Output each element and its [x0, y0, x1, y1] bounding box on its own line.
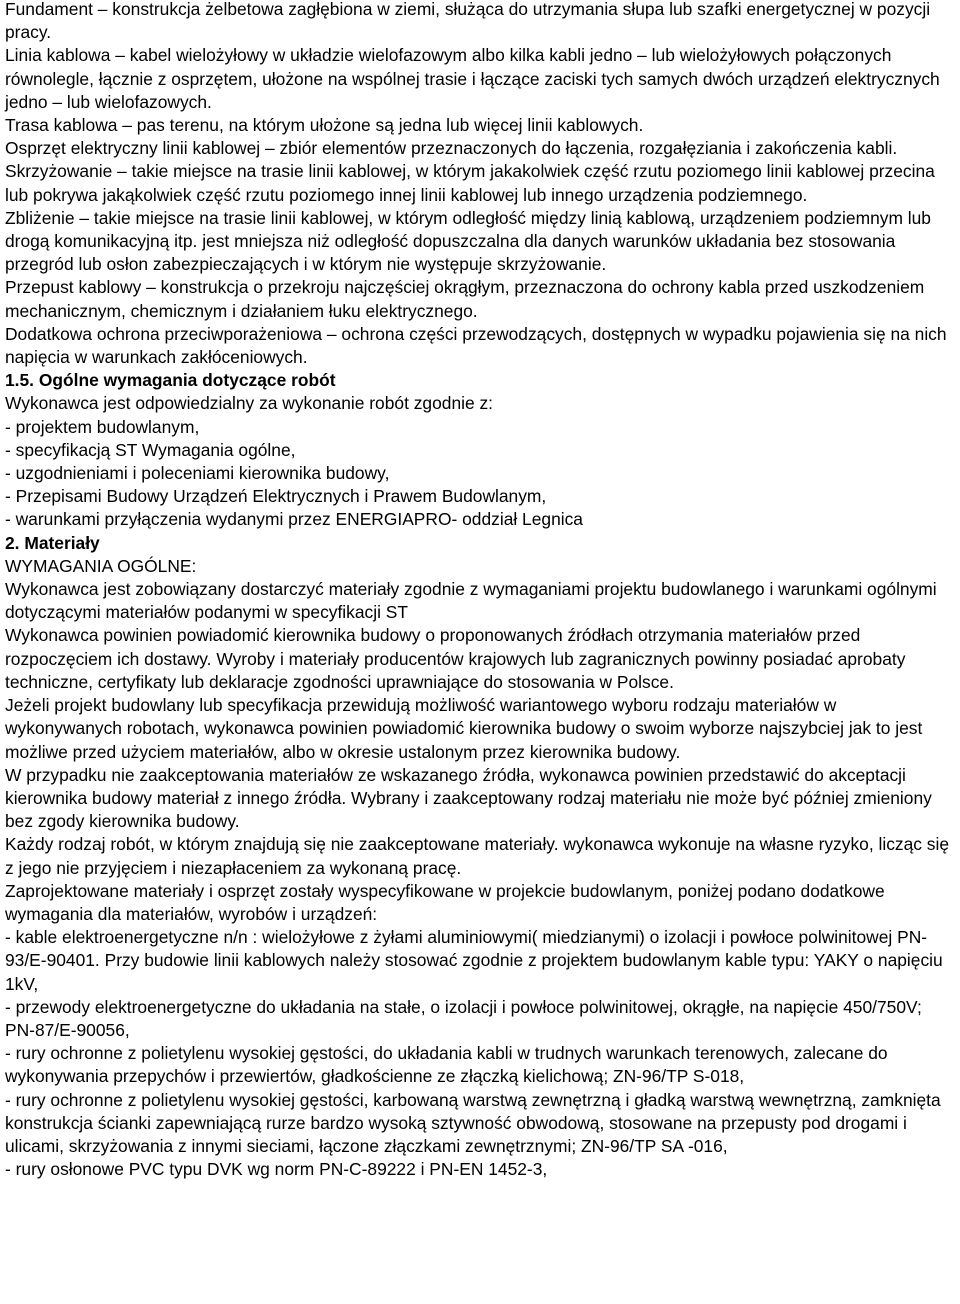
- requirement-item: - specyfikacją ST Wymagania ogólne,: [5, 439, 296, 460]
- section-2-heading: 2. Materiały: [5, 532, 100, 553]
- definition-zblizenie: Zbliżenie – takie miejsce na trasie linii kablowej, w którym odległość między linią kablową, urządzeniem podziemnym lub drogą komunikacyjną itp. jest mniejsza niż odległość dopuszczalna dla danych warunków układania bez stosowania przegród lub osłon zabezpieczających i w którym nie występuje skrzyżowanie.: [5, 207, 931, 275]
- materials-paragraph: Wykonawca jest zobowiązany dostarczyć materiały zgodnie z wymaganiami projektu budowlanego i warunkami ogólnymi dotyczącymi materiałów podanymi w specyfikacji ST: [5, 579, 937, 623]
- material-item: - rury osłonowe PVC typu DVK wg norm PN-C-89222 i PN-EN 1452-3,: [5, 1159, 548, 1180]
- materials-paragraph: Zaprojektowane materiały i osprzęt zostały wyspecyfikowane w projekcie budowlanym, poniżej podano dodatkowe wymagania dla materiałów, wyrobów i urządzeń:: [5, 880, 885, 924]
- materials-paragraph: Jeżeli projekt budowlany lub specyfikacja przewidują możliwość wariantowego wyboru rodzaju materiałów w wykonywanych robotach, wykonawca powinien powiadomić kierownika budowy o swoim wyborze najszybciej jak to jest możliwe przed użyciem materiałów, albo w okresie ustalonym przez kierownika budowy.: [5, 695, 923, 762]
- section-1-5-intro: Wykonawca jest odpowiedzialny za wykonanie robót zgodnie z:: [5, 393, 494, 414]
- document-page: [5, 0, 955, 1181]
- material-item: - rury ochronne z polietylenu wysokiej gęstości, do układania kabli w trudnych warunkach terenowych, zalecane do wykonywania przepychów i przewiertów, gładkościenne ze złączką kielichową; ZN-96/TP S-018,: [5, 1043, 888, 1087]
- materials-paragraph: W przypadku nie zaakceptowania materiałów ze wskazanego źródła, wykonawca powinien przedstawić do akceptacji kierownika budowy materiał z innego źródła. Wybrany i zaakceptowany rodzaj materiału nie może być później zmieniony bez zgody kierownika budowy.: [5, 764, 932, 832]
- definition-przepust-kablowy: Przepust kablowy – konstrukcja o przekroju najczęściej okrągłym, przeznaczona do ochrony kabla przed uszkodzeniem mechanicznym, chemicznym i działaniem łuku elektrycznego.: [5, 277, 925, 321]
- definition-trasa-kablowa: Trasa kablowa – pas terenu, na którym ułożone są jedna lub więcej linii kablowych.: [5, 115, 644, 136]
- definition-osprzet-elektryczny: Osprzęt elektryczny linii kablowej – zbiór elementów przeznaczonych do łączenia, rozgałęziania i zakończenia kabli.: [5, 138, 898, 159]
- materials-paragraph: Wykonawca powinien powiadomić kierownika budowy o proponowanych źródłach otrzymania materiałów przed rozpoczęciem ich dostawy. Wyroby i materiały producentów krajowych lub zagranicznych powinny posiadać aprobaty techniczne, certyfikaty lub deklaracje zgodności uprawniające do stosowania w Polsce.: [5, 625, 906, 692]
- definition-linia-kablowa: Linia kablowa – kabel wielożyłowy w układzie wielofazowym albo kilka kabli jedno – lub wielożyłowych połączonych równolegle, łącznie z osprzętem, ułożone na wspólnej trasie i łączące zaciski tych samych dwóch urządzeń elektrycznych jedno – lub wielofazowych.: [5, 45, 940, 112]
- material-item: - rury ochronne z polietylenu wysokiej gęstości, karbowaną warstwą zewnętrzną i gładką warstwą wewnętrzną, zamknięta konstrukcja ścianki zapewniającą rurze bardzo wysoką sztywność obwodową, stosowane na przepusty pod drogami i ulicami, skrzyżowania z innymi sieciami, łączone złączkami zewnętrznymi; ZN-96/TP SA -016,: [5, 1089, 941, 1156]
- requirement-item: - projektem budowlanym,: [5, 416, 200, 437]
- materials-paragraph: Każdy rodzaj robót, w którym znajdują się nie zaakceptowane materiały. wykonawca wykonuje na własne ryzyko, licząc się z jego nie przyjęciem i niezapłaceniem za wykonaną pracę.: [5, 834, 950, 878]
- material-item: - przewody elektroenergetyczne do układania na stałe, o izolacji i powłoce polwinitowej, okrągłe, na napięcie 450/750V; PN-87/E-90056,: [5, 996, 922, 1040]
- definition-fundament: Fundament – konstrukcja żelbetowa zagłębiona w ziemi, służąca do utrzymania słupa lub szafki energetycznej w pozycji pracy.: [5, 0, 931, 43]
- requirement-item: - Przepisami Budowy Urządzeń Elektrycznych i Prawem Budowlanym,: [5, 486, 547, 507]
- section-1-5-heading: 1.5. Ogólne wymagania dotyczące robót: [5, 370, 336, 391]
- section-2-subheading: WYMAGANIA OGÓLNE:: [5, 555, 197, 576]
- requirement-item: - warunkami przyłączenia wydanymi przez ENERGIAPRO- oddział Legnica: [5, 509, 583, 530]
- definition-skrzyzowanie: Skrzyżowanie – takie miejsce na trasie linii kablowej, w którym jakakolwiek część rzutu poziomego linii kablowej przecina lub pokrywa jakąkolwiek część rzutu poziomego innej linii kablowej lub innego urządzenia podziemnego.: [5, 161, 935, 205]
- requirement-item: - uzgodnieniami i poleceniami kierownika budowy,: [5, 463, 390, 484]
- material-item: - kable elektroenergetyczne n/n : wielożyłowe z żyłami aluminiowymi( miedzianymi) o izolacji i powłoce polwinitowej PN-93/E-90401. Przy budowie linii kablowych należy stosować zgodnie z projektem budowlanym kable typu: YAKY o napięciu 1kV,: [5, 927, 943, 994]
- definition-dodatkowa-ochrona: Dodatkowa ochrona przeciwporażeniowa – ochrona części przewodzących, dostępnych w wypadku pojawienia się na nich napięcia w warunkach zakłóceniowych.: [5, 323, 947, 368]
